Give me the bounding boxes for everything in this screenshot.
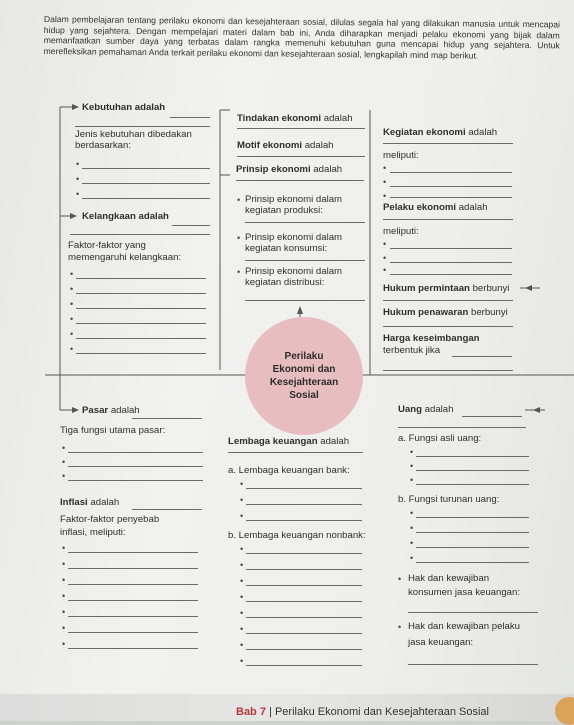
uang-turunan-blank-4[interactable]	[416, 562, 529, 563]
kelangkaan-answer-line[interactable]	[172, 225, 210, 226]
kelangkaan-blank-2[interactable]	[76, 293, 206, 294]
uang-turunan-blank-3[interactable]	[416, 547, 529, 548]
uang-answer-line-2[interactable]	[398, 427, 526, 428]
hak-konsumen-line[interactable]	[408, 612, 538, 613]
pelaku-blank-1[interactable]	[390, 248, 512, 249]
lembaga-bank-blank-3[interactable]	[246, 520, 362, 521]
bullet: •	[383, 265, 387, 275]
bullet: •	[240, 608, 244, 618]
kegiatan-sub: meliputi:	[383, 150, 419, 161]
bullet: •	[76, 189, 80, 199]
hak-konsumen-1: Hak dan kewajiban	[408, 573, 490, 584]
center-line-3: Kesejahteraan	[269, 377, 339, 388]
pasar-sub: Tiga fungsi utama pasar:	[60, 425, 166, 436]
kebutuhan-sub2: berdasarkan:	[75, 140, 131, 151]
bullet: •	[240, 511, 244, 521]
kegiatan-title: Kegiatan ekonomi adalah	[383, 127, 498, 138]
uang-asli-blank-2[interactable]	[416, 470, 529, 471]
prinsip-distribusi-1: Prinsip ekonomi dalam	[245, 266, 343, 277]
tindakan-title: Tindakan ekonomi adalah	[237, 113, 353, 124]
kebutuhan-sub1: Jenis kebutuhan dibedakan	[75, 129, 192, 140]
prinsip-answer-line[interactable]	[236, 180, 364, 181]
kebutuhan-answer-line-2[interactable]	[75, 126, 210, 127]
bullet: •	[383, 163, 387, 173]
bullet: •	[76, 159, 80, 169]
bullet: •	[410, 447, 414, 457]
bullet: •	[410, 538, 414, 548]
bullet: •	[398, 622, 402, 632]
lembaga-nonbank: b. Lembaga keuangan nonbank:	[228, 530, 366, 541]
hak-konsumen-2: konsumen jasa keuangan:	[408, 587, 521, 598]
kebutuhan-blank-3[interactable]	[82, 198, 210, 199]
bullet: •	[62, 559, 66, 569]
uang-answer-line[interactable]	[462, 416, 522, 417]
uang-turunan-blank-2[interactable]	[416, 532, 529, 533]
lembaga-title: Lembaga keuangan adalah	[228, 436, 350, 447]
prinsip-title: Prinsip ekonomi adalah	[236, 164, 343, 175]
uang-fungsi-asli: a. Fungsi asli uang:	[398, 433, 482, 444]
bullet: •	[240, 656, 244, 666]
lembaga-nonbank-blank-5[interactable]	[246, 617, 362, 618]
hukum-penawaran-line[interactable]	[383, 326, 513, 327]
bullet: •	[410, 523, 414, 533]
bullet: •	[240, 479, 244, 489]
bullet: •	[383, 191, 387, 201]
harga-answer-line-2[interactable]	[383, 370, 513, 371]
bullet: •	[62, 623, 66, 633]
kelangkaan-answer-line-2[interactable]	[70, 234, 210, 235]
lembaga-nonbank-blank-7[interactable]	[246, 649, 362, 650]
kegiatan-blank-3[interactable]	[390, 197, 512, 198]
bullet: •	[398, 574, 402, 584]
hukum-permintaan-line[interactable]	[383, 300, 513, 301]
lembaga-bank-blank-1[interactable]	[246, 488, 362, 489]
pasar-answer-line[interactable]	[132, 418, 202, 419]
prinsip-konsumsi-line[interactable]	[245, 260, 365, 261]
uang-fungsi-turunan: b. Fungsi turunan uang:	[398, 494, 500, 505]
bullet: •	[410, 553, 414, 563]
kelangkaan-blank-4[interactable]	[76, 323, 206, 324]
bullet: •	[240, 560, 244, 570]
kelangkaan-sub2: memengaruhi kelangkaan:	[68, 252, 182, 263]
bullet: •	[237, 195, 241, 205]
inflasi-answer-line[interactable]	[132, 509, 202, 510]
pasar-blank-1[interactable]	[68, 452, 203, 453]
pelaku-title: Pelaku ekonomi adalah	[383, 202, 488, 213]
tindakan-answer-line[interactable]	[237, 128, 365, 129]
inflasi-sub2: inflasi, meliputi:	[60, 527, 126, 538]
bullet: •	[383, 239, 387, 249]
center-line-4: Sosial	[289, 390, 319, 401]
center-line-1: Perilaku	[284, 351, 324, 362]
bullet: •	[62, 607, 66, 617]
bullet: •	[240, 544, 244, 554]
bullet: •	[240, 495, 244, 505]
inflasi-title: Inflasi adalah	[60, 497, 120, 508]
bullet: •	[62, 471, 66, 481]
lembaga-nonbank-blank-3[interactable]	[246, 585, 362, 586]
hak-pelaku-2: jasa keuangan:	[408, 637, 474, 648]
harga-sub: terbentuk jika	[383, 345, 441, 356]
uang-asli-blank-1[interactable]	[416, 456, 529, 457]
prinsip-distribusi-2: kegiatan distribusi:	[245, 277, 325, 288]
bullet: •	[76, 174, 80, 184]
kegiatan-blank-2[interactable]	[390, 186, 512, 187]
center-topic-circle	[245, 317, 363, 435]
inflasi-blank-3[interactable]	[68, 584, 198, 585]
footer-caption	[236, 706, 489, 718]
bullet: •	[70, 344, 74, 354]
lembaga-nonbank-blank-1[interactable]	[246, 553, 362, 554]
hak-pelaku-1: Hak dan kewajiban pelaku	[408, 621, 521, 632]
harga-title: Harga keseimbangan	[383, 333, 480, 344]
uang-turunan-blank-1[interactable]	[416, 517, 529, 518]
kebutuhan-blank-2[interactable]	[82, 183, 210, 184]
lembaga-bank-blank-2[interactable]	[246, 504, 362, 505]
bullet: •	[383, 177, 387, 187]
prinsip-produksi-2: kegiatan produksi:	[245, 205, 323, 216]
arrow-hukum	[525, 285, 532, 291]
arrow-kebutuhan	[72, 104, 79, 110]
bullet: •	[62, 639, 66, 649]
kelangkaan-blank-5[interactable]	[76, 338, 206, 339]
bullet: •	[62, 543, 66, 553]
kelangkaan-blank-6[interactable]	[76, 353, 206, 354]
bullet: •	[237, 267, 241, 277]
kegiatan-answer-line[interactable]	[383, 143, 513, 144]
bullet: •	[240, 640, 244, 650]
motif-title: Motif ekonomi adalah	[237, 140, 334, 151]
prinsip-konsumsi-1: Prinsip ekonomi dalam	[245, 232, 343, 243]
kebutuhan-answer-line[interactable]	[170, 117, 210, 118]
harga-answer-line[interactable]	[452, 356, 512, 357]
kegiatan-blank-1[interactable]	[390, 172, 512, 173]
prinsip-distribusi-line[interactable]	[245, 300, 365, 301]
lembaga-nonbank-blank-4[interactable]	[246, 601, 362, 602]
inflasi-blank-7[interactable]	[68, 648, 198, 649]
lembaga-bank: a. Lembaga keuangan bank:	[228, 465, 350, 476]
footer-chapter: Bab 7	[236, 706, 266, 718]
bullet: •	[240, 624, 244, 634]
inflasi-sub1: Faktor-faktor penyebab	[60, 514, 160, 525]
motif-answer-line[interactable]	[237, 156, 365, 157]
inflasi-blank-4[interactable]	[68, 600, 198, 601]
kebutuhan-blank-1[interactable]	[82, 168, 210, 169]
bullet: •	[383, 253, 387, 263]
prinsip-konsumsi-2: kegiatan konsumsi:	[245, 243, 328, 254]
bullet: •	[62, 443, 66, 453]
intro-paragraph: Dalam pembelajaran tentang perilaku ekonomi dan kesejahteraan sosial, dilulas segala hal yang dilakukan manusia untuk mencapai hidup yang sejahtera. Dengan mempelajari materi dalam bab ini, Anda diharapkan menjadi pelaku ekonomi yang bijak dalam memanfaatkan sumber daya yang terbatas dalam rangka memenuhi kebutuhan guna mencapai hidup yang sejahtera. Untuk merefleksikan pemahaman Anda terkait perilaku ekonomi dan kesejahteraan sosial, lengkapilah mind map berikut.	[43, 14, 560, 61]
footer-title: Perilaku Ekonomi dan Kesejahteraan Sosial	[274, 706, 489, 718]
kebutuhan-title: Kebutuhan adalah	[82, 102, 166, 113]
footer-separator: |	[269, 706, 272, 718]
bullet: •	[70, 284, 74, 294]
bullet: •	[237, 233, 241, 243]
bullet: •	[240, 592, 244, 602]
arrow-uang	[533, 407, 540, 413]
prinsip-produksi-line[interactable]	[245, 222, 365, 223]
bullet: •	[410, 475, 414, 485]
inflasi-blank-6[interactable]	[68, 632, 198, 633]
kelangkaan-blank-3[interactable]	[76, 308, 206, 309]
bullet: •	[62, 457, 66, 467]
bullet: •	[240, 576, 244, 586]
prinsip-produksi-1: Prinsip ekonomi dalam	[245, 194, 343, 205]
inflasi-blank-2[interactable]	[68, 568, 198, 569]
hukum-permintaan-title: Hukum permintaan berbunyi	[383, 283, 510, 294]
pasar-blank-2[interactable]	[68, 466, 203, 467]
bullet: •	[62, 591, 66, 601]
lembaga-nonbank-blank-8[interactable]	[246, 665, 362, 666]
uang-title: Uang adalah	[398, 404, 454, 415]
lembaga-nonbank-blank-6[interactable]	[246, 633, 362, 634]
bullet: •	[410, 508, 414, 518]
bullet: •	[70, 329, 74, 339]
inflasi-blank-1[interactable]	[68, 552, 198, 553]
pasar-blank-3[interactable]	[68, 480, 203, 481]
bullet: •	[62, 575, 66, 585]
lembaga-nonbank-blank-2[interactable]	[246, 569, 362, 570]
pasar-title: Pasar adalah	[82, 405, 140, 416]
kelangkaan-sub1: Faktor-faktor yang	[68, 240, 146, 251]
arrow-circle-top	[297, 306, 303, 314]
hukum-penawaran-title: Hukum penawaran berbunyi	[383, 307, 508, 318]
bullet: •	[70, 269, 74, 279]
bullet: •	[70, 314, 74, 324]
bullet: •	[70, 299, 74, 309]
arrow-kelangkaan	[70, 213, 77, 219]
pelaku-sub: meliputi:	[383, 226, 419, 237]
pelaku-blank-3[interactable]	[390, 274, 512, 275]
kelangkaan-blank-1[interactable]	[76, 278, 206, 279]
hak-pelaku-line[interactable]	[408, 664, 538, 665]
pelaku-answer-line[interactable]	[383, 219, 513, 220]
pelaku-blank-2[interactable]	[390, 262, 512, 263]
lembaga-answer-line[interactable]	[228, 452, 363, 453]
kelangkaan-title: Kelangkaan adalah	[82, 211, 169, 222]
inflasi-blank-5[interactable]	[68, 616, 198, 617]
arrow-pasar	[72, 407, 79, 413]
uang-asli-blank-3[interactable]	[416, 484, 529, 485]
bullet: •	[410, 461, 414, 471]
center-line-2: Ekonomi dan	[272, 364, 336, 375]
